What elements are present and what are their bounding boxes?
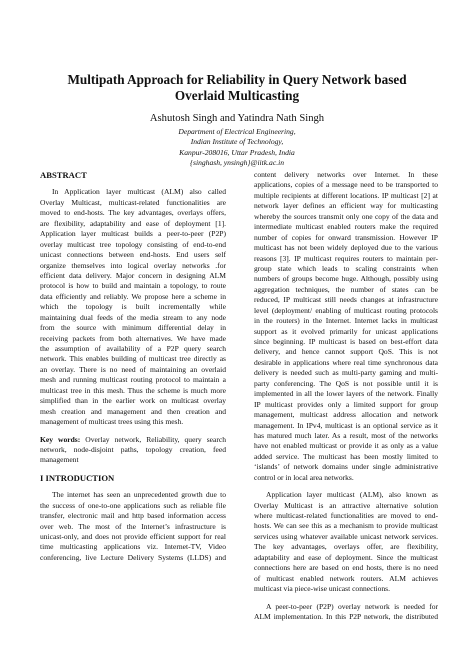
text-line: conferencing, live Lecture Delivery Systems (LLDS) and [40,552,226,562]
text-line: the success of one-to-one applications such as reliable file [40,500,226,510]
text-line: multicast has not been widely deployed due to the various [254,243,438,253]
text-line: reduced, IP multicast still needs changes at infrastructure [254,295,438,305]
text-line: ‘islands’ of network domains under single administrative [254,462,438,472]
text-line: time multicasting applications viz. Internet-TV, Video [40,542,226,552]
text-line: since beginning. IP multicast is based on best-effort data [254,337,438,346]
text-line: whereby the sources transmit only one copy of the data and [254,211,438,221]
text-line: number of copies for onward transmission. However IP [254,232,438,242]
text-line: ALM implementation. In this P2P network, the distributed [254,611,438,621]
text-line: numbers of groups become huge. Although, possibly using [254,274,438,284]
text-line: control or in local area networks. [254,472,354,482]
text-line: support as it evolved primarily for unicast applications [254,326,438,336]
text-line: The key advantages, overlays offer, are flexibility, [254,542,438,552]
text-line: group state which leads to scaling constraints when [254,263,438,273]
affiliation-email: {singhash, ynsingh}@iitk.ac.in [189,157,285,167]
keywords-line [40,435,226,445]
text-line: management. In IPv4, multicast is an optional service as it [254,420,438,430]
text-line: services using whatever available unicast network services. [254,531,438,541]
text-line: delivery, and hence cannot support QoS. This is not [254,347,438,357]
text-line: simplified than in the earlier work on multicast overlay [40,396,226,406]
text-line: intermediate multicast enabled routers make the required [254,222,438,232]
text-line: The internet has seen an unprecedented growth due to [52,490,226,500]
introduction-paragraph [254,490,438,594]
text-line: maintaining dual feeds of the media stream to any node [40,312,226,322]
text-line: receiving packets from both alternatives. We have made [40,333,226,343]
text-line: Application layer multicast (ALM), also known as [266,490,438,500]
text-line: implemented in all the lower layers of the network. Finally [254,389,438,399]
text-line: A peer-to-peer (P2P) overlay network is needed for [266,601,438,611]
right-column [254,170,438,622]
text-line: content delivery networks over Internet. In these [254,170,438,179]
text-line: added service. The multicast has been mostly limited to [254,451,438,461]
keywords [40,435,226,466]
title-line: Overlaid Multicasting [174,88,300,103]
text-line: Application layer multicast builds a peer-to-peer (P2P) [40,229,226,239]
introduction-paragraph [254,602,438,623]
text-line: Overlay Multicast is an attractive alternative solution [254,500,438,510]
keywords-line: management [40,455,79,465]
author-names: Ashutosh Singh and Yatindra Nath Singh [149,113,325,124]
text-line: unicast connections between end-hosts. End users self [40,250,226,260]
text-line: aggregation techniques, the number of states can be [254,284,438,294]
left-column [40,170,226,563]
text-line: mesh and running multicast routing protocol to maintain a [40,375,226,385]
keywords-text: Overlay network, Reliability, query search [80,434,226,444]
title-line: Multipath Approach for Reliability in Query Network based [67,72,407,87]
text-line: multicast via piece-wise unicast connections. [254,584,391,594]
text-line: hosts. We can see this as a mechanism to provide multicast [254,521,438,531]
text-line: protocol is how to build and maintain a topology, to route [40,281,226,291]
text-line: transfer, electronic mail and http based information access [40,511,226,521]
text-line: efficient data delivery. Major concern in designing ALM [40,270,226,280]
text-line: are flexibility, adaptability and ease of deployment [1]. [40,218,226,228]
text-line: network layer defines an efficient way for multicasting [254,201,438,211]
text-line: IP multicast provides only a limited support for group [254,399,438,409]
keywords-line: network, node-disjoint paths, topology creation, feed [40,444,226,454]
text-line: of multicast enabled network routers. ALM achieves [254,573,438,583]
abstract-heading: ABSTRACT [40,170,87,180]
text-line: management of multicast trees using this mesh. [40,417,184,427]
text-line: from the source with minimum differential delay in [40,323,226,333]
text-line: level (deployment/ enabling of multicast routing protocols [254,305,438,315]
text-line: reasons [3]. IP multicast requires routers to maintain per- [254,253,438,263]
introduction-heading: I INTRODUCTION [40,472,115,483]
text-line: applications, copies of a message need to be transported to [254,180,438,190]
text-line: have not enabled multicast or provide it as only as a value [254,441,438,451]
text-line: where multicast-related functionalities are moved to end- [254,511,438,520]
text-line: multiple recipients at different locations. IP multicast [2] at [254,190,438,200]
text-line: has matured much later. As a result, most of the networks [254,430,438,440]
keywords-label: Key words: [40,434,81,444]
text-line: in the routers) in the Internet. Internet lacks in multicast [254,316,438,326]
text-line: unicast-only, and does not provide efficient support for real [40,532,226,541]
text-line: party conferencing. The QoS is not possible until it is [254,378,438,388]
introduction-body [40,490,226,563]
text-line: moved to end-hosts. The key advantages, overlays offers, [40,208,226,218]
text-line: mesh creation and management and then creation and [40,406,226,416]
text-line: Overlay Multicast, multicast-related functionalities are [40,197,226,207]
text-line: desirable in applications where real time synchronous data [254,357,438,367]
text-line: data efficiently and reliably. We propose here a scheme in [40,291,226,301]
paper-title [40,72,434,104]
text-line: organize themselves into logical overlay networks .for [40,260,226,270]
text-line: overlay multicast tree topology consisting of end-to-end [40,239,226,249]
introduction-paragraph [254,170,438,483]
text-line: In Application layer multicast (ALM) also called [52,187,226,197]
text-line: over web. The most of the Internet’s infrastructure is [40,521,226,531]
text-line: which the topology is built incrementally while [40,302,226,312]
text-line: multicast tree in this mesh. Thus the scheme is much more [40,385,226,395]
affiliation-line: Kanpur-208016, Uttar Pradesh, India [179,147,295,157]
text-line: an overlay. There is no need of maintaining an overlaid [40,364,226,374]
abstract-body [40,187,226,427]
text-line: the assumption of availability of a P2P query search [40,344,226,353]
text-line: network. This enables building of multicast tree directly as [40,354,226,364]
text-line: adaptability and ease of deployment. Since the multicast [254,552,438,562]
text-line: management, multicast address allocation and network [254,410,438,420]
text-line: delivery is needed such as multi-party gaming and multi- [254,368,438,378]
author-affiliation [40,127,434,168]
text-line: connections here are based on end hosts, there is no need [254,563,438,573]
affiliation-line: Department of Electrical Engineering, [178,127,296,136]
affiliation-line: Indian Institute of Technology, [190,137,284,147]
